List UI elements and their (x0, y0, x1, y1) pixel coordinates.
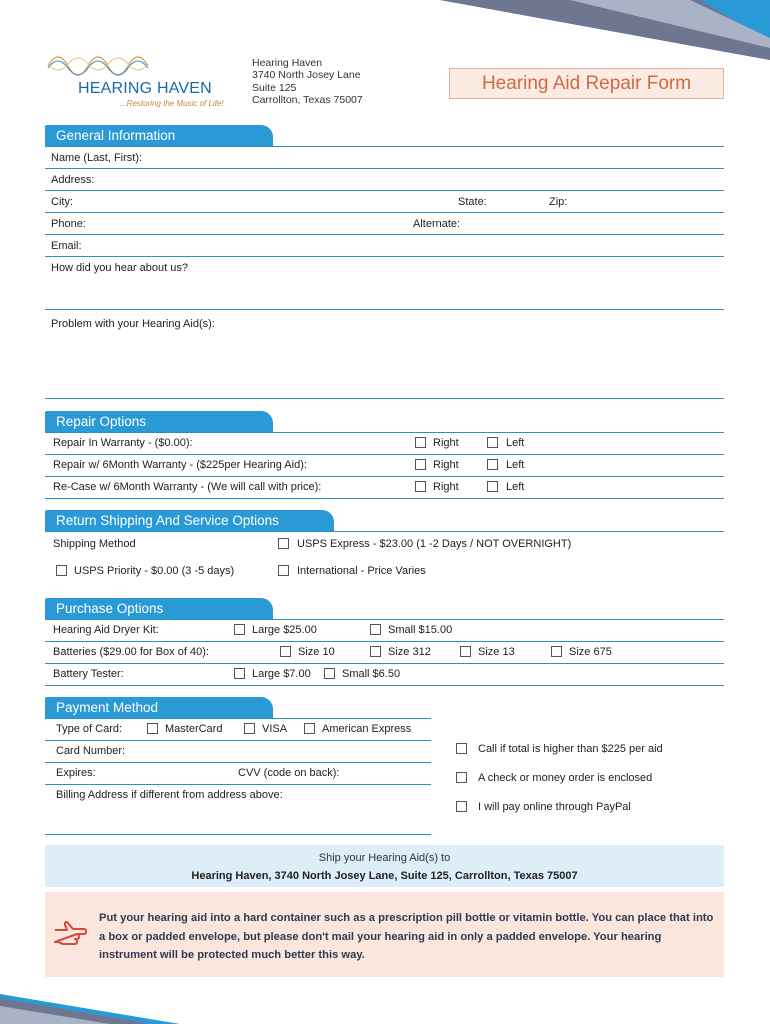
tester-small-checkbox[interactable] (324, 668, 335, 679)
dryer-small-label: Small $15.00 (388, 624, 453, 636)
size-675-label: Size 675 (569, 646, 612, 658)
right-label: Right (433, 459, 459, 471)
corner-decoration-top (440, 0, 770, 60)
address-line: Hearing Haven (252, 57, 323, 69)
corner-decoration-bottom (0, 994, 180, 1024)
section-general-information: General Information (45, 125, 273, 146)
repair-6month-left-checkbox[interactable] (487, 459, 498, 470)
left-label: Left (506, 437, 525, 449)
divider (45, 146, 724, 147)
packaging-note (45, 892, 724, 977)
card-number-field[interactable] (45, 762, 431, 763)
repair-in-warranty-left-checkbox[interactable] (487, 437, 498, 448)
left-label: Left (506, 481, 525, 493)
section-repair-options: Repair Options (45, 411, 273, 432)
divider (45, 718, 431, 719)
call-if-higher-checkbox[interactable] (456, 743, 467, 754)
brand-tagline: ...Restoring the Music of Life! (120, 99, 224, 108)
dryer-kit-label: Hearing Aid Dryer Kit: (53, 624, 159, 636)
address-field-label: Address: (51, 174, 95, 186)
divider (45, 531, 724, 532)
repair-option-label: Repair w/ 6Month Warranty - ($225per Hearing Aid): (53, 459, 307, 471)
size-10-label: Size 10 (298, 646, 335, 658)
tester-large-label: Large $7.00 (252, 668, 311, 680)
packaging-note-text: Put your hearing aid into a hard container such as a prescription pill bottle or vitamin bottle. You can place that into a box or padded envelope, but please don't mail your hearing aid in only a padded envelope. Your hearing instrument will be protected much better this way. (99, 912, 714, 961)
city-field-label: City: (51, 196, 73, 208)
problem-field[interactable] (45, 398, 724, 399)
paypal-checkbox[interactable] (456, 801, 467, 812)
company-address (252, 57, 363, 106)
right-label: Right (433, 437, 459, 449)
battery-tester-label: Battery Tester: (53, 668, 124, 680)
check-enclosed-checkbox[interactable] (456, 772, 467, 783)
divider (45, 740, 431, 741)
problem-field-label: Problem with your Hearing Aid(s): (51, 318, 215, 330)
name-field-label: Name (Last, First): (51, 152, 143, 164)
visa-checkbox[interactable] (244, 723, 255, 734)
form-title: Hearing Aid Repair Form (449, 68, 724, 99)
batteries-label: Batteries ($29.00 for Box of 40): (53, 646, 209, 658)
usps-priority-label: USPS Priority - $0.00 (3 -5 days) (74, 565, 235, 577)
amex-checkbox[interactable] (304, 723, 315, 734)
divider (45, 476, 724, 477)
billing-address-field[interactable] (45, 834, 431, 835)
alternate-field-label: Alternate: (413, 218, 461, 230)
international-label: International - Price Varies (297, 565, 426, 577)
section-payment-method: Payment Method (45, 697, 273, 718)
repair-6month-right-checkbox[interactable] (415, 459, 426, 470)
billing-address-label: Billing Address if different from address above: (56, 789, 283, 801)
phone-field[interactable] (45, 234, 724, 235)
dryer-large-label: Large $25.00 (252, 624, 317, 636)
divider (45, 454, 724, 455)
cvv-label: CVV (code on back): (238, 767, 340, 779)
zip-field-label: Zip: (549, 196, 568, 208)
mastercard-checkbox[interactable] (147, 723, 158, 734)
usps-express-label: USPS Express - $23.00 (1 -2 Days / NOT OVERNIGHT) (297, 538, 572, 550)
amex-label: American Express (322, 723, 412, 735)
size-675-checkbox[interactable] (551, 646, 562, 657)
size-312-checkbox[interactable] (370, 646, 381, 657)
usps-express-checkbox[interactable] (278, 538, 289, 549)
referral-field-label: How did you hear about us? (51, 262, 188, 274)
international-checkbox[interactable] (278, 565, 289, 576)
brand-name: HEARING HAVEN (78, 80, 212, 97)
divider (45, 432, 724, 433)
tester-large-checkbox[interactable] (234, 668, 245, 679)
right-label: Right (433, 481, 459, 493)
section-purchase-options: Purchase Options (45, 598, 273, 619)
divider (45, 641, 724, 642)
address-field[interactable] (45, 190, 724, 191)
pointing-hand-icon (53, 916, 87, 950)
size-312-label: Size 312 (388, 646, 431, 658)
divider (45, 663, 724, 664)
card-number-label: Card Number: (56, 745, 126, 757)
email-field-label: Email: (51, 240, 82, 252)
ship-to-heading: Ship your Hearing Aid(s) to (318, 852, 451, 864)
card-type-label: Type of Card: (56, 723, 123, 735)
brand-logo (44, 46, 240, 110)
paypal-label: I will pay online through PayPal (478, 801, 631, 813)
recase-left-checkbox[interactable] (487, 481, 498, 492)
recase-right-checkbox[interactable] (415, 481, 426, 492)
usps-priority-checkbox[interactable] (56, 565, 67, 576)
divider (45, 685, 724, 686)
dryer-large-checkbox[interactable] (234, 624, 245, 635)
repair-option-label: Repair In Warranty - ($0.00): (53, 437, 193, 449)
city-state-zip-field[interactable] (45, 212, 724, 213)
dryer-small-checkbox[interactable] (370, 624, 381, 635)
ship-to-address: Hearing Haven, 3740 North Josey Lane, Suite 125, Carrollton, Texas 75007 (191, 870, 578, 882)
section-return-shipping: Return Shipping And Service Options (45, 510, 334, 531)
ship-to-box (45, 845, 724, 887)
referral-field[interactable] (45, 309, 724, 310)
size-13-checkbox[interactable] (460, 646, 471, 657)
repair-option-label: Re-Case w/ 6Month Warranty - (We will call with price): (53, 481, 322, 493)
size-13-label: Size 13 (478, 646, 515, 658)
repair-in-warranty-right-checkbox[interactable] (415, 437, 426, 448)
divider (45, 498, 724, 499)
check-enclosed-label: A check or money order is enclosed (478, 772, 653, 784)
size-10-checkbox[interactable] (280, 646, 291, 657)
left-label: Left (506, 459, 525, 471)
address-line: 3740 North Josey Lane (252, 69, 361, 82)
phone-field-label: Phone: (51, 218, 86, 230)
state-field-label: State: (458, 196, 487, 208)
shipping-method-label: Shipping Method (53, 538, 136, 550)
email-field[interactable] (45, 256, 724, 257)
divider (45, 619, 724, 620)
name-field[interactable] (45, 168, 724, 169)
sound-wave-icon (44, 46, 154, 80)
expires-label: Expires: (56, 767, 96, 779)
expires-cvv-field[interactable] (45, 784, 431, 785)
visa-label: VISA (262, 723, 288, 735)
address-line: Suite 125 (252, 81, 297, 94)
tester-small-label: Small $6.50 (342, 668, 401, 680)
address-line: Carrollton, Texas 75007 (252, 93, 363, 106)
mastercard-label: MasterCard (165, 723, 223, 735)
call-if-higher-label: Call if total is higher than $225 per aid (478, 743, 663, 755)
